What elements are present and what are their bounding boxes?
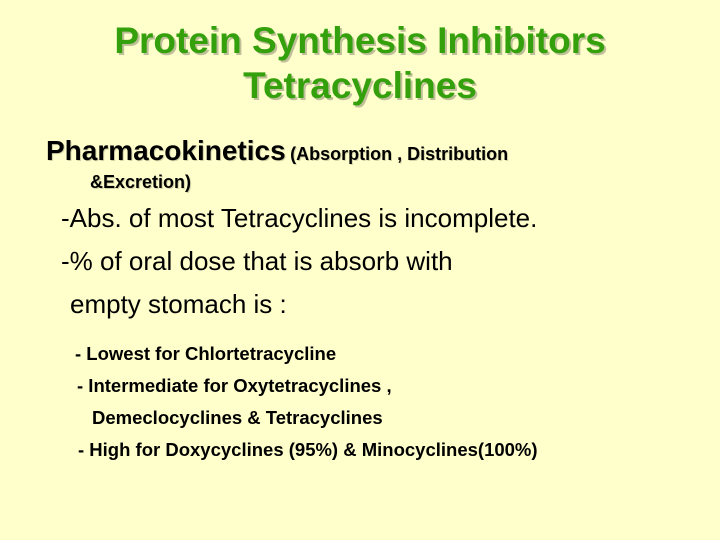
list-item-continuation: Demeclocyclines & Tetracyclines: [92, 407, 383, 428]
section-heading: [46, 134, 508, 168]
list-item: - Lowest for Chlortetracycline: [75, 343, 337, 364]
section-heading-continuation: &Excretion): [90, 172, 192, 192]
list-item: - High for Doxycyclines (95%) & Minocyclines(100%): [78, 439, 538, 460]
slide-title: [0, 18, 720, 108]
title-line-2: Tetracyclines: [243, 65, 477, 106]
title-line-1: Protein Synthesis Inhibitors: [114, 20, 606, 61]
paragraph-line: -% of oral dose that is absorb with: [61, 246, 453, 276]
section-heading-parenthetical: (Absorption , Distribution: [290, 144, 509, 164]
paragraph-line: -Abs. of most Tetracyclines is incomplete.: [61, 203, 538, 233]
paragraph-line: empty stomach is :: [70, 289, 287, 319]
list-item: - Intermediate for Oxytetracyclines ,: [77, 375, 392, 396]
section-heading-main: Pharmacokinetics: [46, 135, 286, 166]
